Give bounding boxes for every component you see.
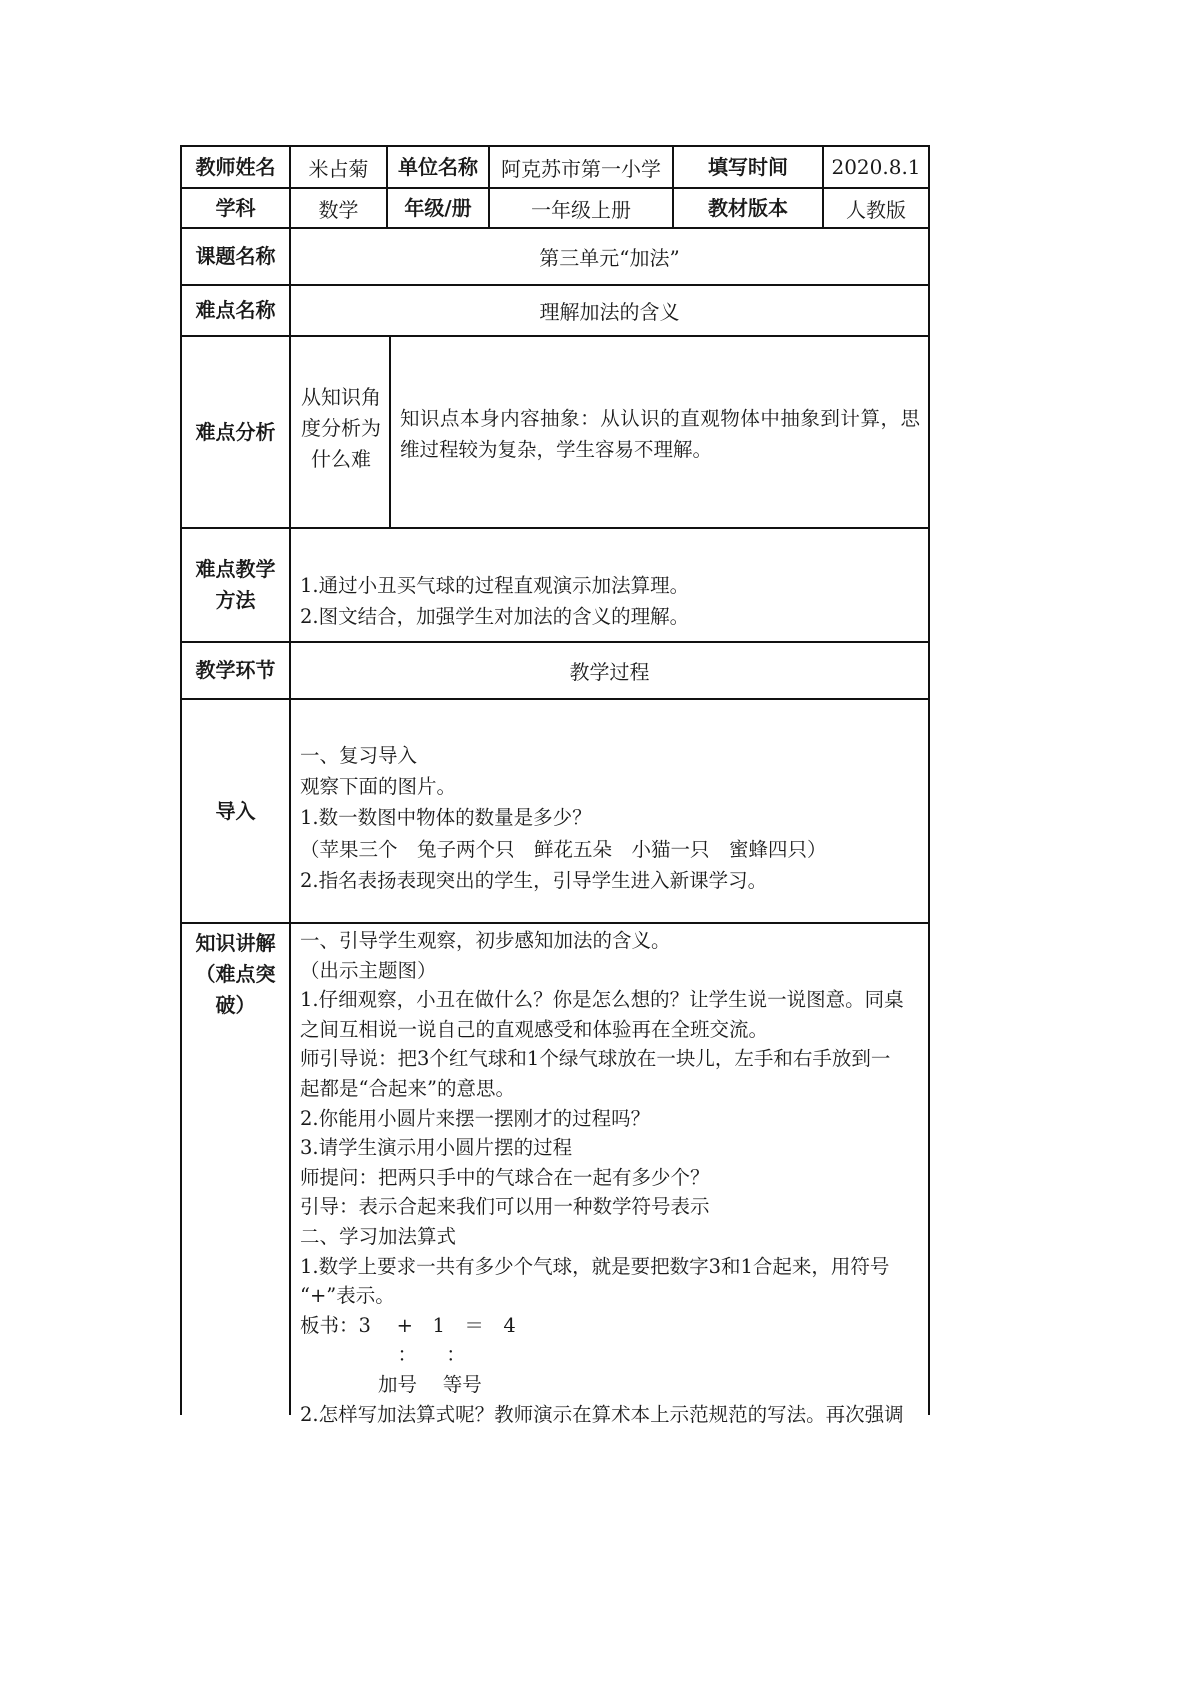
knowledge-line: 师引导说：把3个红气球和1个绿气球放在一块儿，左手和右手放到一 [300,1047,891,1071]
teacher-name-label: 教师姓名 [195,154,276,179]
fill-time-value: 2020.8.1 [831,155,921,179]
table-divider [180,922,930,924]
teacher-name-value: 米占菊 [308,156,369,181]
board-symbol-names: 加号 等号 [300,1372,482,1396]
knowledge-line: 3.请学生演示用小圆片摆的过程 [300,1136,573,1160]
knowledge-text [300,926,920,1429]
process-header-value: 教学过程 [569,660,650,684]
knowledge-label: 知识讲解（难点突破） [195,931,276,1017]
board-markers: ： ： [300,1343,466,1367]
board-equation: 板书：3 + 1 ＝ 4 [300,1313,516,1337]
fill-time-label: 填写时间 [708,154,788,179]
difficulty-label: 难点名称 [195,298,276,322]
table-border-right [928,145,930,1415]
edition-label: 教材版本 [708,195,788,220]
knowledge-line: 师提问：把两只手中的气球合在一起有多少个？ [300,1165,710,1189]
knowledge-line: 1.仔细观察，小丑在做什么？你是怎么想的？让学生说一说图意。同桌 [300,988,904,1012]
knowledge-line: （出示主题图） [300,958,437,982]
table-divider [289,145,291,1415]
intro-line: 一、复习导入 [300,744,418,767]
knowledge-line: 引导：表示合起来我们可以用一种数学符号表示 [300,1195,710,1219]
table-divider [180,527,930,529]
intro-text [300,740,920,896]
subject-label: 学科 [215,195,256,220]
topic-label: 课题名称 [195,244,276,268]
intro-line: 观察下面的图片。 [300,775,457,799]
difficulty-value: 理解加法的含义 [539,300,680,324]
method-label: 难点教学方法 [195,557,276,612]
grade-label: 年级/册 [404,195,472,220]
method-line: 2.图文结合，加强学生对加法的含义的理解。 [300,605,690,629]
unit-name-label: 单位名称 [398,154,478,179]
process-header-label: 教学环节 [195,658,276,682]
analysis-text: 知识点本身内容抽象：从认识的直观物体中抽象到计算，思维过程较为复杂，学生容易不理解。 [400,407,920,461]
unit-name-value: 阿克苏市第一小学 [501,156,661,181]
knowledge-line: 2.怎样写加法算式呢？教师演示在算术本上示范规范的写法。再次强调 [300,1402,904,1426]
knowledge-line: 二、学习加法算式 [300,1224,457,1248]
table-divider [180,335,930,337]
intro-line: （苹果三个 兔子两个只 鲜花五朵 小猫一只 蜜蜂四只） [300,837,827,861]
intro-line: 1.数一数图中物体的数量是多少？ [300,806,592,830]
subject-value: 数学 [318,197,359,222]
method-line: 1.通过小丑买气球的过程直观演示加法算理。 [300,574,690,597]
intro-line: 2.指名表扬表现突出的学生，引导学生进入新课学习。 [300,868,768,892]
topic-value: 第三单元“加法” [539,246,680,270]
table-divider [389,335,391,529]
edition-value: 人教版 [846,197,906,222]
intro-label: 导入 [215,798,256,823]
knowledge-line: 1.数学上要求一共有多少个气球，就是要把数字3和1合起来，用符号 [300,1254,890,1278]
knowledge-line: 之间互相说一说自己的直观感受和体验再在全班交流。 [300,1017,769,1041]
table-divider [180,698,930,700]
knowledge-line: 2.你能用小圆片来摆一摆刚才的过程吗？ [300,1106,651,1130]
analysis-sub-label: 从知识角度分析为什么难 [301,384,381,471]
knowledge-line: 起都是“合起来”的意思。 [300,1076,515,1100]
method-text [300,570,920,632]
analysis-label: 难点分析 [195,419,276,444]
knowledge-line: “+”表示。 [300,1284,395,1308]
knowledge-line: 一、引导学生观察，初步感知加法的含义。 [300,929,671,952]
grade-value: 一年级上册 [531,197,631,222]
